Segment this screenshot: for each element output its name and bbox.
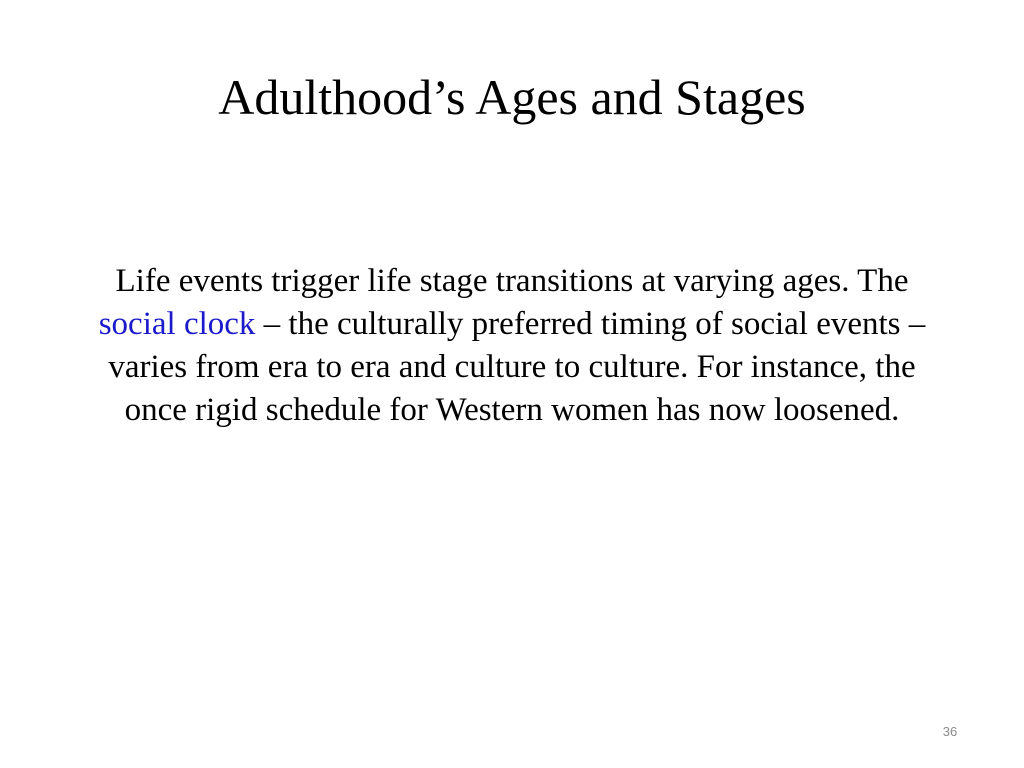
social-clock-term: social clock <box>98 306 256 342</box>
body-text-part-2: – the culturally preferred timing of social events – varies from era to era and culture to culture. For instance, the once rigid schedule for Western women has now loosened. <box>108 306 926 428</box>
slide-title: Adulthood’s Ages and Stages <box>218 69 806 125</box>
slide-page-number: 36 <box>942 724 958 739</box>
body-text-part-1: Life events trigger life stage transitions at varying ages. The <box>115 263 909 299</box>
slide-body-text <box>80 260 944 432</box>
